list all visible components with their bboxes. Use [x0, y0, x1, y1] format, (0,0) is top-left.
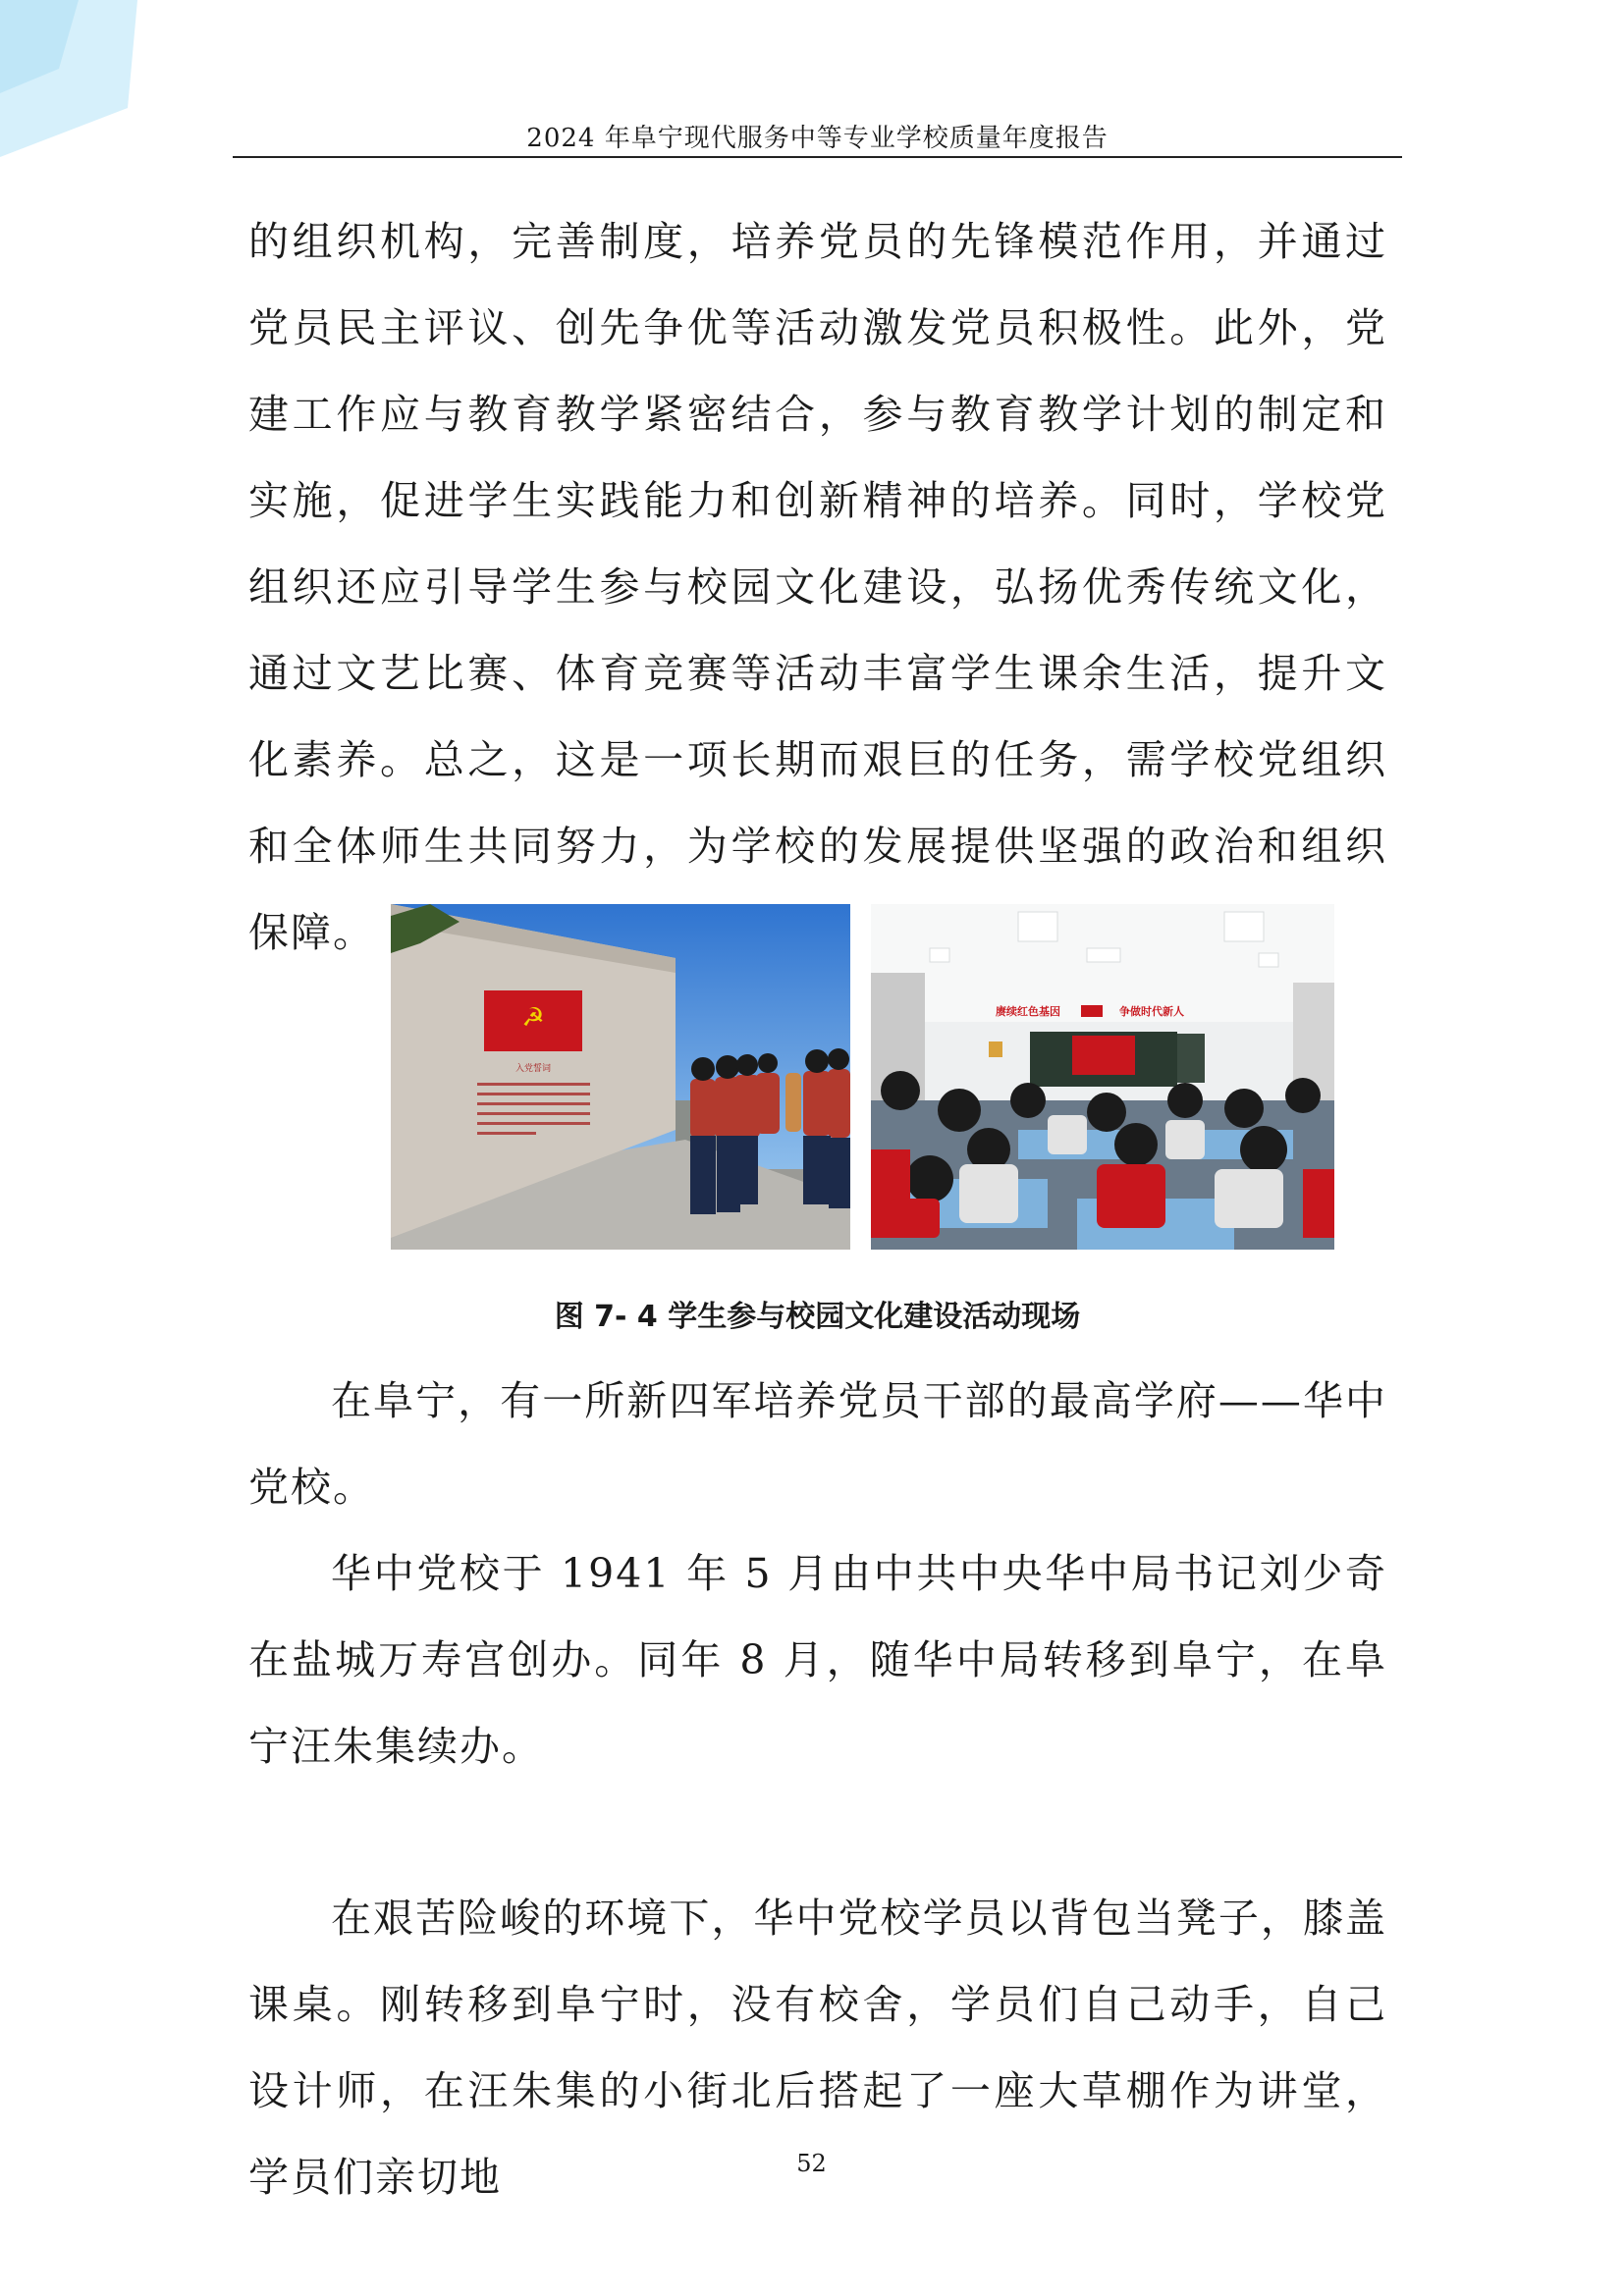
body-paragraph: 华中党校于 1941 年 5 月由中共中央华中局书记刘少奇在盐城万寿宫创办。同年 8 月，随华中局转移到阜宁，在阜宁汪朱集续办。	[248, 1550, 1387, 1770]
header-rule	[233, 156, 1402, 158]
page-number: 52	[796, 2150, 827, 2177]
corner-decoration	[0, 0, 147, 157]
photo-oath-wall	[391, 904, 850, 1250]
figure-caption: 图 7- 4 学生参与校园文化建设活动现场	[554, 1300, 1081, 1334]
classroom-banner-left: 赓续红色基因	[996, 1005, 1060, 1018]
page-header: 2024 年阜宁现代服务中等专业学校质量年度报告	[526, 124, 1109, 153]
wall-heading: 入党誓词	[514, 1064, 552, 1074]
body-paragraph: 在阜宁，有一所新四军培养党员干部的最高学府——华中党校。	[248, 1377, 1387, 1511]
svg-text:☭: ☭	[521, 1003, 545, 1033]
body-paragraph: 在艰苦险峻的环境下，华中党校学员以背包当凳子，膝盖课桌。刚转移到阜宁时，没有校舍，学员们自己动手，自己设计师，在汪朱集的小街北后搭起了一座大草棚作为讲堂，学员们亲切地	[248, 1895, 1387, 2201]
body-paragraph: 的组织机构，完善制度，培养党员的先锋模范作用，并通过党员民主评议、创先争优等活动激发党员积极性。此外，党建工作应与教育教学紧密结合，参与教育教学计划的制定和实施，促进学生实践能力和创新精神的培养。同时，学校党组织还应引导学生参与校园文化建设，弘扬优秀传统文化，通过文艺比赛、体育竞赛等活动丰富学生课余生活，提升文化素养。总之，这是一项长期而艰巨的任务，需学校党组织和全体师生共同努力，为学校的发展提供坚强的政治和组织保障。	[248, 218, 1387, 956]
photo-classroom	[871, 904, 1334, 1250]
classroom-banner-right: 争做时代新人	[1119, 1005, 1184, 1018]
